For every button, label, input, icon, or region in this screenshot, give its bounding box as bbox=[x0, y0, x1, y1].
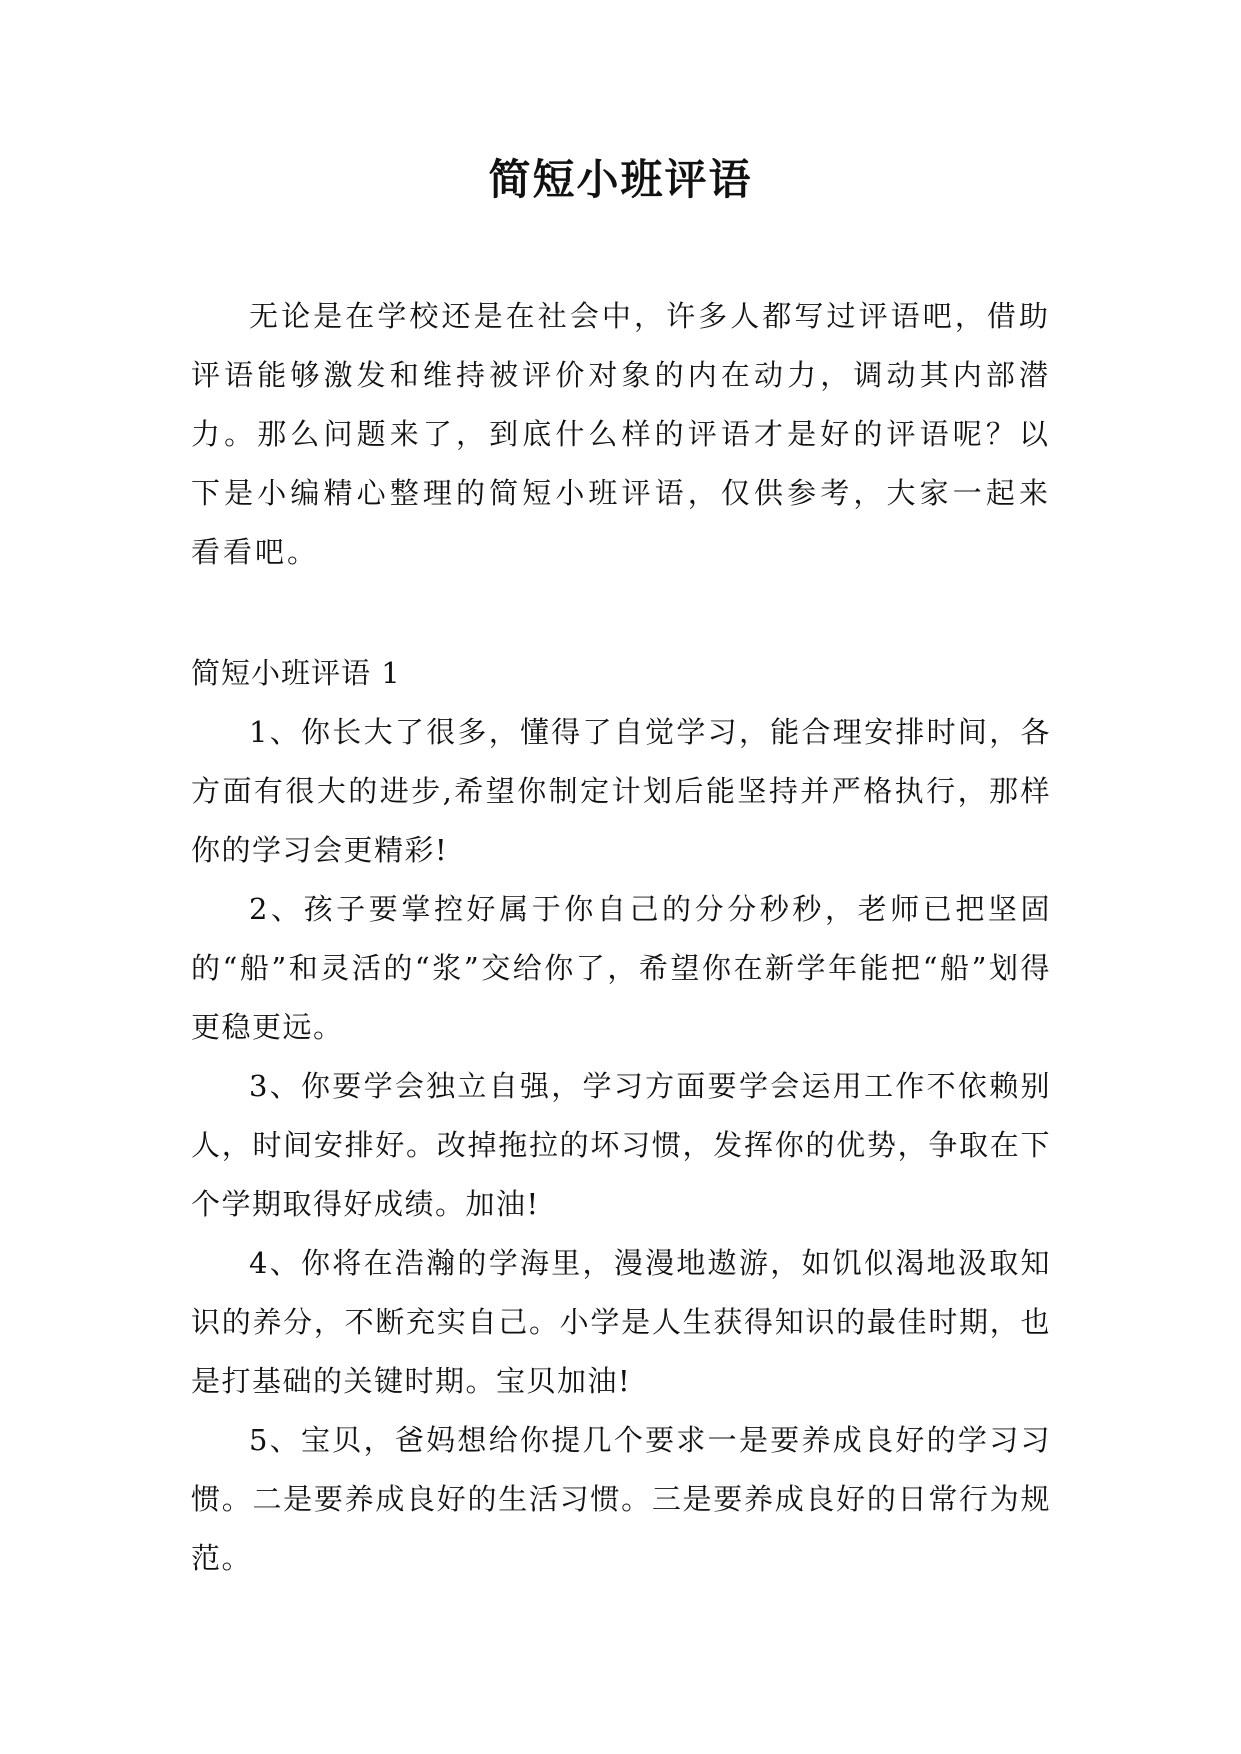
list-item: 3、你要学会独立自强，学习方面要学会运用工作不依赖别人，时间安排好。改掉拖拉的坏习惯，发挥你的优势，争取在下个学期取得好成绩。加油! bbox=[191, 1069, 1051, 1221]
document-title: 简短小班评语 bbox=[488, 155, 753, 204]
list-item: 5、宝贝，爸妈想给你提几个要求一是要养成良好的学习习惯。二是要养成良好的生活习惯。三是要养成良好的日常行为规范。 bbox=[191, 1423, 1051, 1575]
document-body bbox=[191, 287, 1051, 1588]
list-item: 2、孩子要掌控好属于你自己的分分秒秒，老师已把坚固的“船”和灵活的“浆”交给你了，希望你在新学年能把“船”划得更稳更远。 bbox=[191, 892, 1051, 1044]
section-heading: 简短小班评语 1 bbox=[191, 656, 401, 690]
intro-paragraph: 无论是在学校还是在社会中，许多人都写过评语吧，借助评语能够激发和维持被评价对象的内在动力，调动其内部潜力。那么问题来了，到底什么样的评语才是好的评语呢？以下是小编精心整理的简短小班评语，仅供参考，大家一起来看看吧。 bbox=[191, 299, 1051, 569]
list-item: 1、你长大了很多，懂得了自觉学习，能合理安排时间，各方面有很大的进步,希望你制定计划后能坚持并严格执行，那样你的学习会更精彩! bbox=[191, 715, 1051, 867]
list-item: 4、你将在浩瀚的学海里，漫漫地遨游，如饥似渴地汲取知识的养分，不断充实自己。小学是人生获得知识的最佳时期，也是打基础的关键时期。宝贝加油! bbox=[191, 1246, 1051, 1398]
